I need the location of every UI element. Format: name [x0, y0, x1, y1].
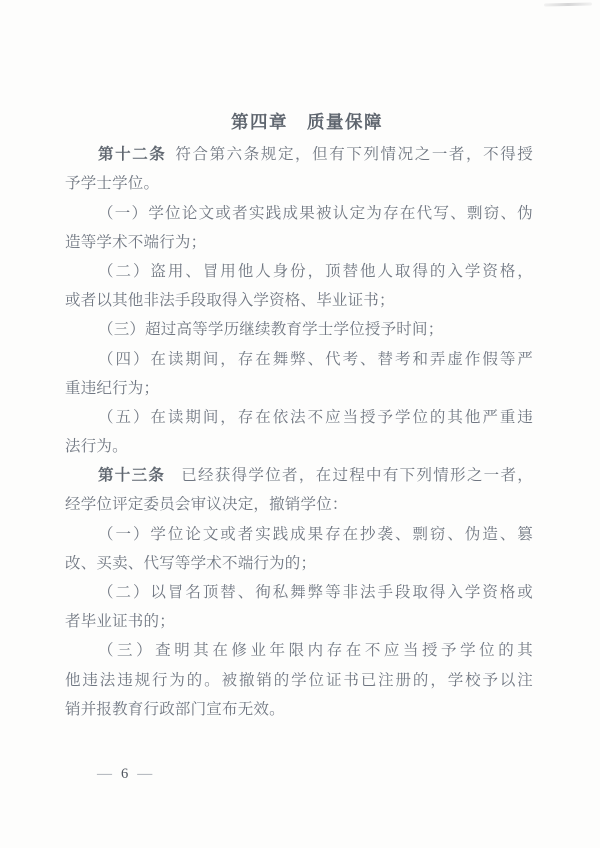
doc-line: （一）学位论文或者实践成果存在抄袭、剽窃、伪造、篡 [98, 525, 533, 543]
doc-line: 造等学术不端行为； [65, 233, 207, 251]
document-body [65, 108, 533, 724]
doc-line: （五）在读期间，存在依法不应当授予学位的其他严重违 [98, 408, 533, 426]
doc-line: （一）学位论文或者实践成果被认定为存在代写、剽窃、伪 [98, 204, 533, 222]
page-number-value: 6 [121, 766, 129, 782]
chapter-heading: 第四章 质量保障 [231, 112, 383, 132]
doc-line-text: 已经获得学位者，在过程中有下列情形之一者， [181, 467, 533, 485]
doc-line: 或者以其他非法手段取得入学资格、毕业证书； [65, 292, 395, 310]
doc-line: （四）在读期间，存在舞弊、代考、替考和弄虚作假等严 [98, 350, 533, 368]
page-number-footer [97, 766, 152, 783]
doc-line: 改、买卖、代写等学术不端行为的； [65, 554, 317, 572]
doc-line: （二）以冒名顶替、徇私舞弊等非法手段取得入学资格或 [98, 584, 533, 602]
doc-line: （三）超过高等学历继续教育学士学位授予时间； [98, 321, 444, 339]
doc-line: （三）查明其在修业年限内存在不应当授予学位的其 [98, 642, 533, 660]
doc-line-text: 符合第六条规定，但有下列情况之一者，不得授 [175, 146, 533, 164]
scan-artifact [544, 2, 592, 6]
page-number-right-dash: — [137, 766, 153, 782]
doc-line: 者毕业证书的； [65, 613, 175, 631]
doc-line-article-12 [65, 140, 533, 169]
article-12-number: 第十二条 [98, 146, 167, 164]
doc-line: 销并报教育行政部门宣布无效。 [65, 700, 285, 718]
doc-line: 法行为。 [65, 438, 128, 456]
doc-line-article-13 [65, 461, 533, 490]
doc-line: 重违纪行为； [65, 379, 160, 397]
page-number-left-dash: — [97, 766, 112, 782]
doc-line: 他违法违规行为的。被撤销的学位证书已注册的，学校予以注 [65, 671, 533, 689]
article-13-number: 第十三条 [98, 467, 166, 485]
doc-line: 予学士学位。 [65, 175, 160, 193]
doc-line: （二）盗用、冒用他人身份，顶替他人取得的入学资格， [98, 262, 533, 280]
doc-line: 经学位评定委员会审议决定，撤销学位： [65, 496, 348, 514]
